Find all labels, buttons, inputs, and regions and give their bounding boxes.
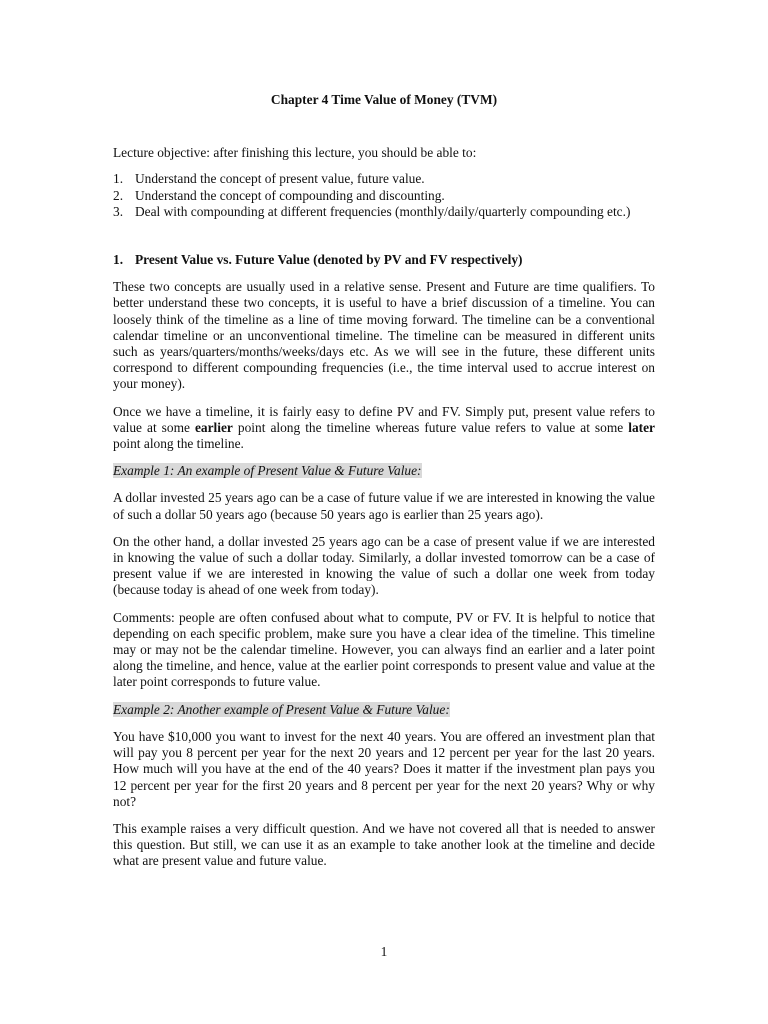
list-number: 2. bbox=[113, 187, 124, 203]
example-2-label: Example 2: Another example of Present Value & Future Value: bbox=[113, 701, 450, 717]
example-heading bbox=[113, 702, 655, 718]
paragraph-example1-fv: A dollar invested 25 years ago can be a case of future value if we are interested in knowing the value of such a dollar 50 years ago (because 50 years ago is earlier than 25 years ago). bbox=[113, 490, 655, 522]
emphasis-earlier: earlier bbox=[194, 419, 233, 435]
paragraph-text: point along the timeline. bbox=[113, 436, 244, 452]
objective-text: Deal with compounding at different frequencies (monthly/daily/quarterly compounding etc.) bbox=[135, 203, 631, 219]
paragraph-example2-discussion: This example raises a very difficult question. And we have not covered all that is needed to answer this question. But still, we can use it as an example to take another look at the timeline and decide what are present value and future value. bbox=[113, 820, 655, 869]
paragraph-example1-pv: On the other hand, a dollar invested 25 years ago can be a case of present value if we are interested in knowing the value of such a dollar today. Similarly, a dollar invested tomorrow can be a case of present value if we are interested in knowing the value of such a dollar one week from today (because today is ahead of one week from today). bbox=[113, 533, 655, 598]
page-title: Chapter 4 Time Value of Money (TVM) bbox=[270, 92, 498, 107]
objective-item bbox=[113, 188, 655, 204]
example-1-label: Example 1: An example of Present Value & Future Value: bbox=[113, 463, 422, 479]
emphasis-later: later bbox=[628, 419, 655, 435]
paragraph-text: point along the timeline whereas future value refers to value at some bbox=[232, 419, 629, 435]
document-page bbox=[113, 92, 655, 881]
section-heading bbox=[113, 252, 655, 268]
paragraph-text: Once we have a timeline, it is fairly easy to define PV and FV. Simply put, present value refers to value at some bbox=[113, 403, 655, 435]
objective-item bbox=[113, 204, 655, 220]
section-number: 1. bbox=[113, 252, 124, 268]
paragraph-timeline: These two concepts are usually used in a relative sense. Present and Future are time qualifiers. To better understand these two concepts, it is useful to have a brief discussion of a timeline. You can loosely think of the timeline as a line of time moving forward. The timeline can be a conventional calendar timeline or an unconventional timeline. The timeline can be measured in different units such as years/quarters/months/weeks/days etc. As we will see in the future, these different units correspond to different compounding frequencies (i.e., the time interval used to accrue interest on your money). bbox=[113, 279, 655, 392]
paragraph-comments: Comments: people are often confused about what to compute, PV or FV. It is helpful to notice that depending on each specific problem, make sure you have a clear idea of the timeline. This timeline may or may not be the calendar timeline. However, you can always find an earlier and a later point along the timeline, and hence, value at the earlier point corresponds to present value and value at the later point corresponds to future value. bbox=[113, 609, 655, 690]
objectives-list bbox=[113, 171, 655, 220]
page-number: 1 bbox=[380, 944, 388, 959]
objective-text: Understand the concept of present value, future value. bbox=[135, 171, 425, 187]
list-number: 3. bbox=[113, 203, 124, 219]
objective-intro: Lecture objective: after finishing this lecture, you should be able to: bbox=[113, 145, 477, 161]
paragraph-definition bbox=[113, 404, 655, 453]
list-number: 1. bbox=[113, 171, 124, 187]
example-heading bbox=[113, 463, 655, 479]
section-heading-text: Present Value vs. Future Value (denoted by PV and FV respectively) bbox=[135, 252, 523, 268]
objective-item bbox=[113, 171, 655, 187]
objective-text: Understand the concept of compounding and discounting. bbox=[135, 187, 445, 203]
paragraph-example2-problem: You have $10,000 you want to invest for the next 40 years. You are offered an investment plan that will pay you 8 percent per year for the next 20 years and 12 percent per year for the last 20 years. How much will you have at the end of the 40 years? Does it matter if the investment plan pays you 12 percent per year for the first 20 years and 8 percent per year for the next 20 years? Why or why not? bbox=[113, 728, 655, 809]
